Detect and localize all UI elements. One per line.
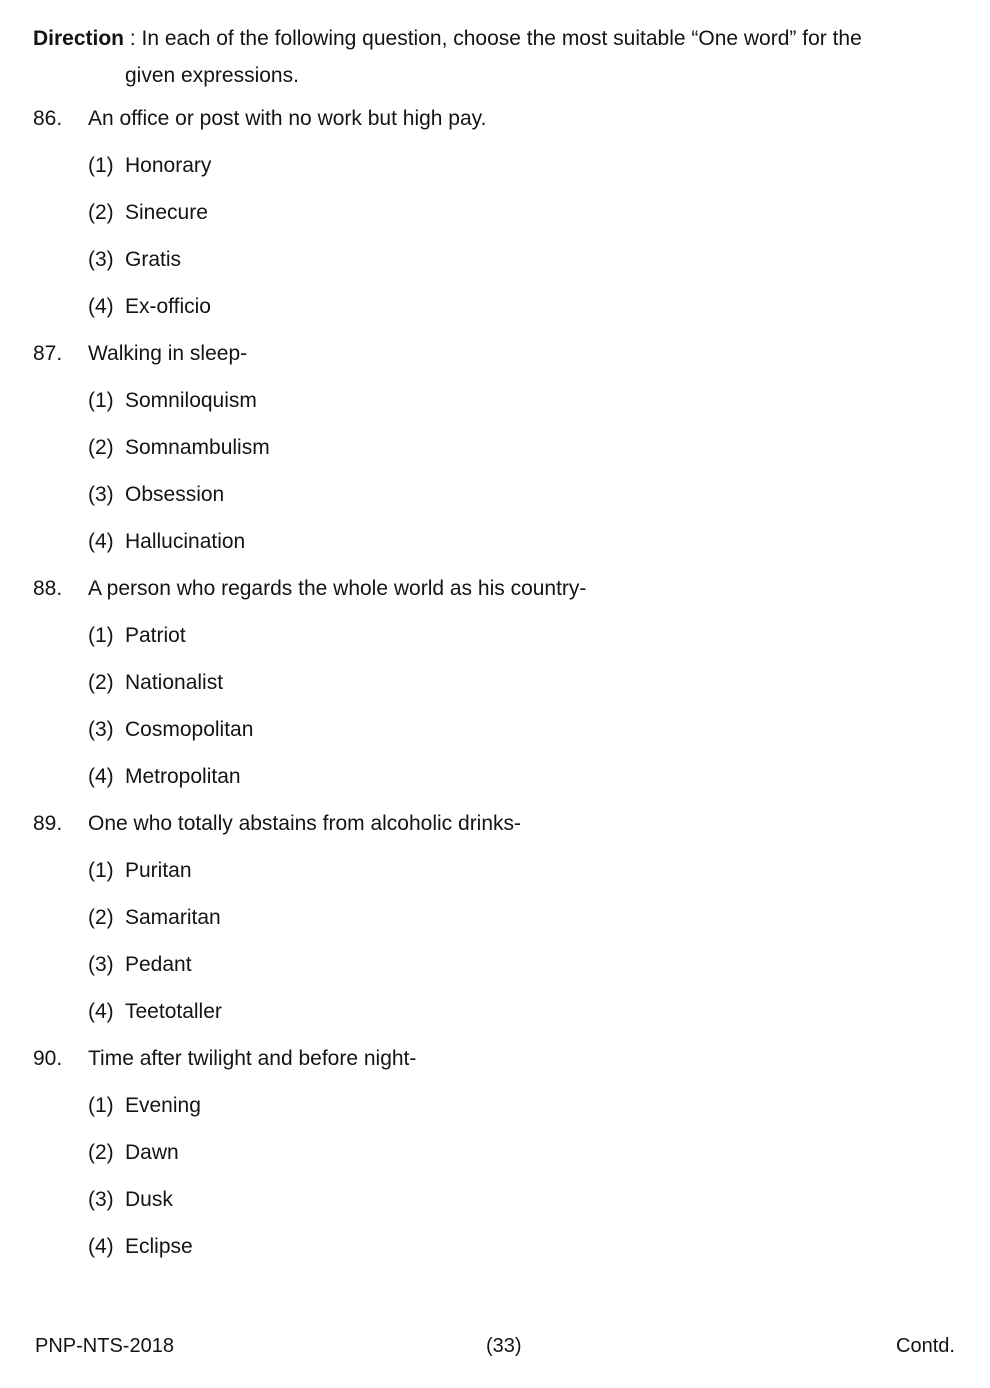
page-footer <box>0 1330 990 1362</box>
question-86-option-4 <box>0 287 990 334</box>
option-text: Eclipse <box>125 1235 193 1258</box>
option-text: Hallucination <box>125 530 246 553</box>
option-text: Evening <box>125 1094 201 1117</box>
direction-text-line1: : In each of the following question, choose the most suitable “One word” for the <box>129 27 862 50</box>
option-text: Ex-officio <box>125 295 211 318</box>
option-text: Sinecure <box>125 201 208 224</box>
question-text: A person who regards the whole world as his country- <box>88 577 587 600</box>
question-86 <box>0 99 990 146</box>
option-number: (1) <box>88 1094 114 1117</box>
option-number: (4) <box>88 765 114 788</box>
option-text: Somnambulism <box>125 436 270 459</box>
option-number: (2) <box>88 906 114 929</box>
exam-code: PNP-NTS-2018 <box>35 1335 174 1357</box>
question-86-option-2 <box>0 193 990 240</box>
question-list <box>0 99 990 1274</box>
question-89-option-4 <box>0 992 990 1039</box>
question-88-option-4 <box>0 757 990 804</box>
question-87-option-4 <box>0 522 990 569</box>
question-90-option-2 <box>0 1133 990 1180</box>
question-89-option-1 <box>0 851 990 898</box>
continued-label: Contd. <box>896 1335 955 1357</box>
option-number: (3) <box>88 953 114 976</box>
question-90-option-4 <box>0 1227 990 1274</box>
option-number: (3) <box>88 1188 114 1211</box>
option-text: Teetotaller <box>125 1000 222 1023</box>
question-86-option-3 <box>0 240 990 287</box>
option-number: (2) <box>88 201 114 224</box>
option-number: (1) <box>88 154 114 177</box>
option-number: (2) <box>88 436 114 459</box>
question-number: 86. <box>33 107 63 130</box>
option-number: (2) <box>88 671 114 694</box>
option-text: Puritan <box>125 859 192 882</box>
option-text: Samaritan <box>125 906 221 929</box>
option-number: (1) <box>88 624 114 647</box>
option-number: (4) <box>88 530 114 553</box>
question-text: One who totally abstains from alcoholic drinks- <box>88 812 522 835</box>
question-90 <box>0 1039 990 1086</box>
question-88-option-1 <box>0 616 990 663</box>
option-number: (3) <box>88 718 114 741</box>
question-87-option-3 <box>0 475 990 522</box>
option-text: Honorary <box>125 154 212 177</box>
question-90-option-3 <box>0 1180 990 1227</box>
question-number: 87. <box>33 342 63 365</box>
question-86-option-1 <box>0 146 990 193</box>
option-text: Gratis <box>125 248 182 271</box>
page-number: (33) <box>486 1335 522 1357</box>
question-88 <box>0 569 990 616</box>
question-text: Time after twilight and before night- <box>88 1047 417 1070</box>
question-text: An office or post with no work but high pay. <box>88 107 487 130</box>
option-number: (3) <box>88 248 114 271</box>
question-text: Walking in sleep- <box>88 342 248 365</box>
question-87-option-1 <box>0 381 990 428</box>
question-number: 90. <box>33 1047 63 1070</box>
direction-text-line2: given expressions. <box>125 64 299 87</box>
option-text: Metropolitan <box>125 765 241 788</box>
question-89 <box>0 804 990 851</box>
question-89-option-2 <box>0 898 990 945</box>
option-text: Patriot <box>125 624 186 647</box>
option-text: Dawn <box>125 1141 179 1164</box>
option-number: (1) <box>88 389 114 412</box>
question-number: 89. <box>33 812 63 835</box>
option-text: Pedant <box>125 953 192 976</box>
question-87-option-2 <box>0 428 990 475</box>
option-number: (1) <box>88 859 114 882</box>
option-text: Nationalist <box>125 671 224 694</box>
option-text: Dusk <box>125 1188 173 1211</box>
question-89-option-3 <box>0 945 990 992</box>
option-number: (4) <box>88 1235 114 1258</box>
option-text: Somniloquism <box>125 389 257 412</box>
question-88-option-3 <box>0 710 990 757</box>
option-number: (4) <box>88 1000 114 1023</box>
question-90-option-1 <box>0 1086 990 1133</box>
option-number: (3) <box>88 483 114 506</box>
question-88-option-2 <box>0 663 990 710</box>
question-number: 88. <box>33 577 63 600</box>
option-text: Obsession <box>125 483 225 506</box>
option-number: (4) <box>88 295 114 318</box>
question-87 <box>0 334 990 381</box>
direction-label: Direction <box>33 27 125 50</box>
direction-block <box>33 20 968 94</box>
option-text: Cosmopolitan <box>125 718 254 741</box>
option-number: (2) <box>88 1141 114 1164</box>
